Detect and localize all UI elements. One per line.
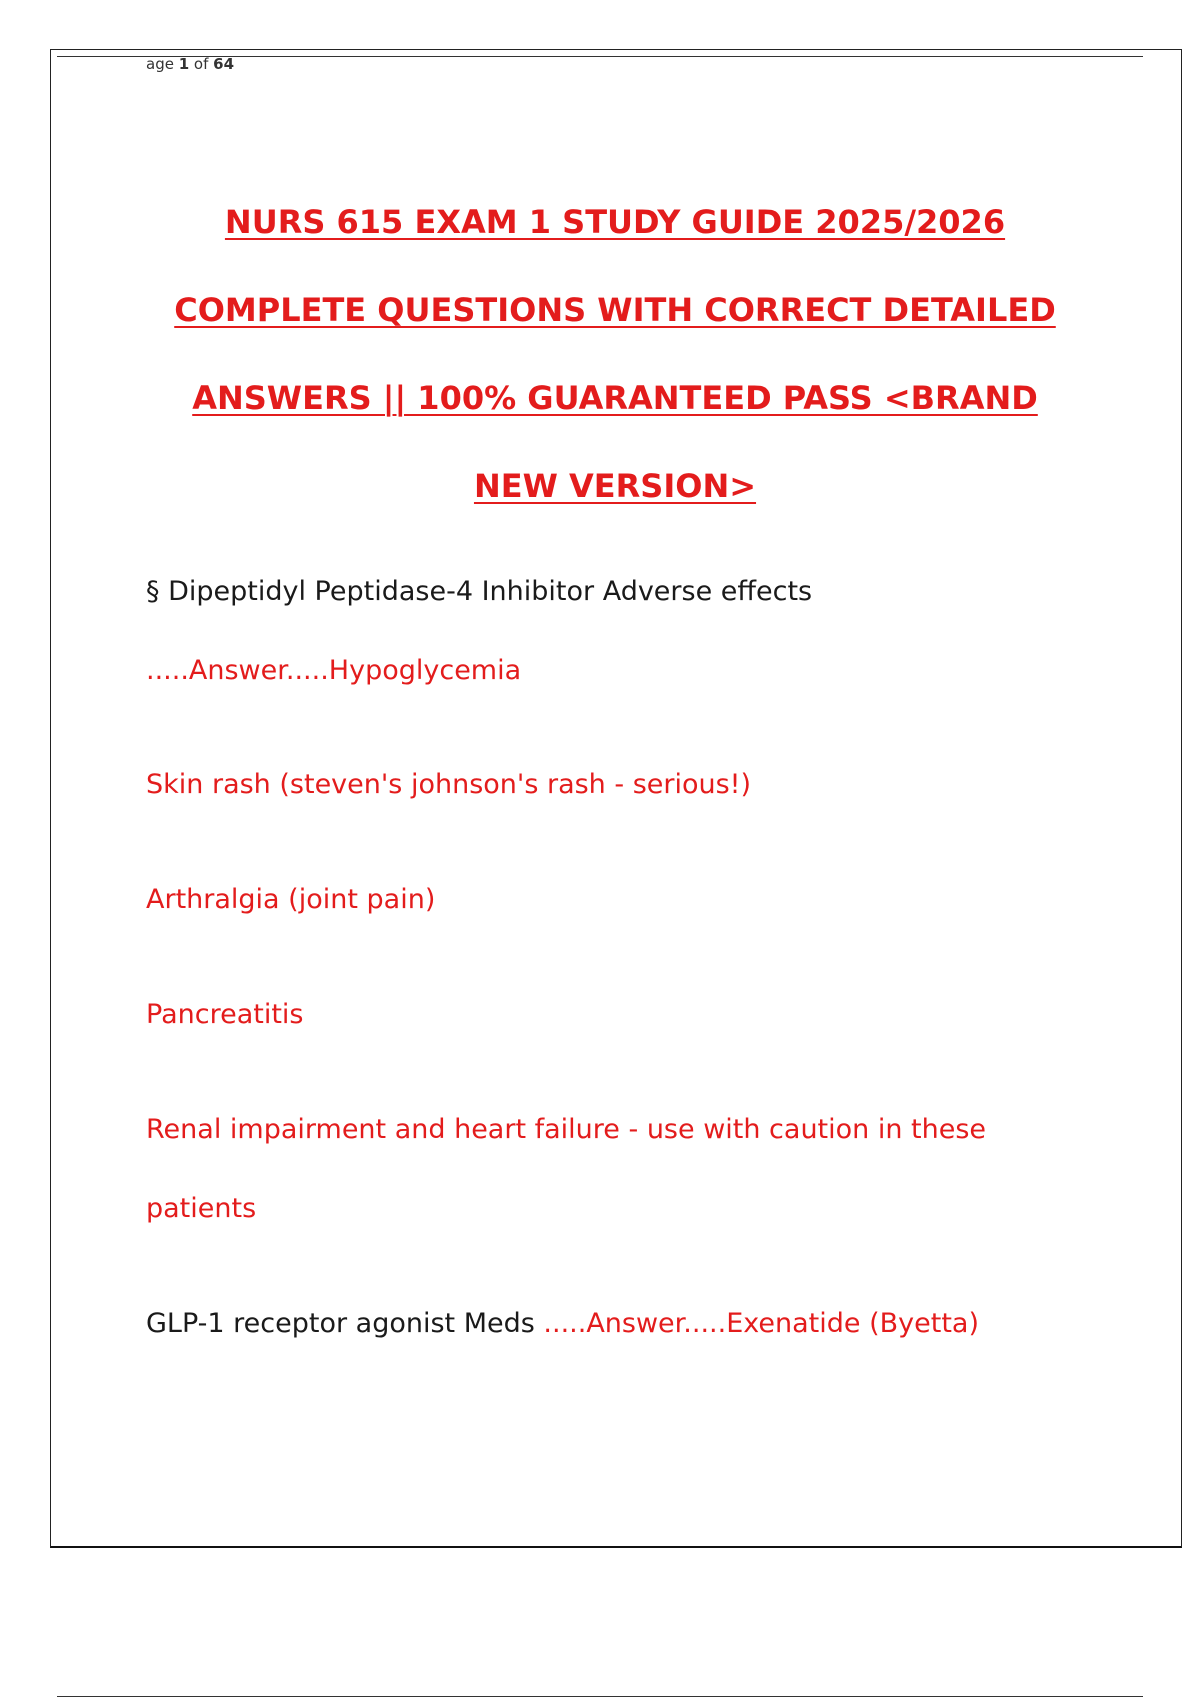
question-text: GLP-1 receptor agonist Meds bbox=[146, 1308, 544, 1339]
answer-text: .....Answer.....Exenatide (Byetta) bbox=[543, 1308, 979, 1339]
page-number-label: age 1 of 64 bbox=[146, 55, 235, 73]
answer-line: Pancreatitis bbox=[146, 999, 304, 1030]
footer-rule bbox=[57, 1696, 1143, 1697]
answer-line: Arthralgia (joint pain) bbox=[146, 884, 436, 915]
total-page-count: 64 bbox=[213, 55, 235, 73]
title-line: COMPLETE QUESTIONS WITH CORRECT DETAILED bbox=[174, 291, 1056, 329]
current-page-number: 1 bbox=[178, 55, 190, 73]
title-line: NEW VERSION> bbox=[473, 467, 757, 505]
answer-line: Renal impairment and heart failure - use with caution in these bbox=[146, 1114, 987, 1145]
answer-line: patients bbox=[146, 1193, 257, 1224]
question-text: § Dipeptidyl Peptidase-4 Inhibitor Adverse effects bbox=[146, 576, 813, 607]
title-line: NURS 615 EXAM 1 STUDY GUIDE 2025/2026 bbox=[224, 203, 1006, 241]
answer-text: .....Answer.....Hypoglycemia bbox=[146, 655, 522, 686]
title-line: ANSWERS || 100% GUARANTEED PASS <BRAND bbox=[192, 379, 1038, 417]
question-answer-row bbox=[146, 1307, 979, 1341]
answer-line: Skin rash (steven's johnson's rash - serious!) bbox=[146, 769, 752, 800]
document-title bbox=[150, 178, 1080, 530]
